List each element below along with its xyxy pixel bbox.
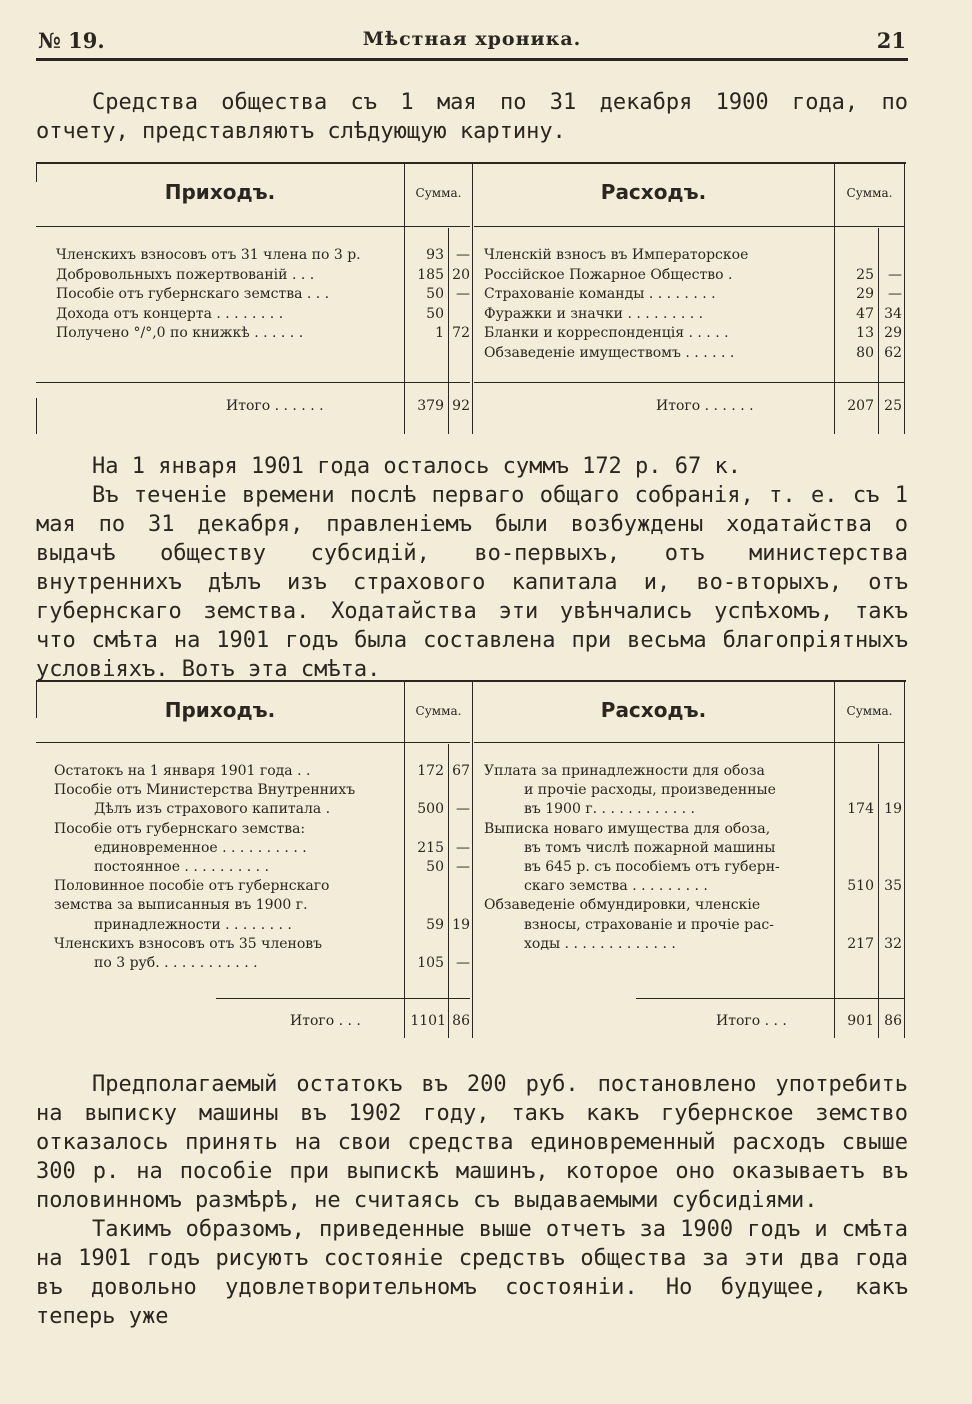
- row-kopecks: 32: [884, 935, 902, 952]
- intro-text: Средства общества съ 1 мая по 31 декабря 1900 года, по отчету, представляютъ слѣдующую картину.: [36, 90, 908, 144]
- row-kopecks: [880, 246, 902, 265]
- issue-number: № 19.: [38, 28, 105, 53]
- row-kopecks: [880, 858, 902, 877]
- row-rubles: 215: [417, 839, 444, 856]
- expense-total-label: Итого . . . . . .: [656, 398, 754, 414]
- header-rule: [36, 58, 908, 61]
- income-sum-header: Сумма.: [415, 186, 462, 200]
- row-rubles: 59: [426, 916, 444, 933]
- page-number: 21: [876, 28, 906, 53]
- row-label: принадлежности . . . . . . . .: [94, 916, 292, 933]
- row-label: Выписка новаго имущества для обоза,: [484, 820, 771, 837]
- row-kopecks: —: [888, 286, 902, 302]
- income-total-rub: 1101: [410, 1013, 446, 1029]
- row-kopecks: 19: [452, 916, 470, 933]
- row-kopecks: [880, 916, 902, 935]
- row-label: Фуражки и значки . . . . . . . . .: [484, 305, 704, 322]
- row-kopecks: [880, 762, 902, 781]
- row-kopecks: —: [456, 839, 470, 856]
- row-rubles: 25: [856, 266, 874, 283]
- running-header: [36, 28, 908, 58]
- row-label: Добровольныхъ пожертвованій . . .: [56, 266, 315, 283]
- row-label: Страхованіе команды . . . . . . . .: [484, 286, 716, 302]
- row-kopecks: 19: [884, 801, 902, 818]
- row-rubles: 217: [847, 935, 874, 952]
- row-rubles: [836, 916, 874, 935]
- row-kopecks: —: [456, 955, 470, 971]
- row-kopecks: [880, 820, 902, 839]
- row-rubles: 93: [426, 247, 444, 263]
- row-label: скаго земства . . . . . . . . .: [524, 878, 708, 895]
- row-rubles: [836, 839, 874, 858]
- row-label: Уплата за принадлежности для обоза: [484, 763, 765, 779]
- row-kopecks: 29: [884, 325, 902, 341]
- row-label: Членскій взносъ въ Императорское: [484, 247, 749, 263]
- row-kopecks: [880, 896, 902, 915]
- row-label: Бланки и корреспонденція . . . . .: [484, 325, 729, 341]
- row-label: Получено °/°,0 по книжкѣ . . . . . .: [56, 325, 304, 341]
- estimate-table-1901: [36, 680, 906, 1040]
- income-total-label: Итого . . .: [290, 1013, 361, 1029]
- row-rubles: [406, 877, 444, 896]
- row-kopecks: 67: [452, 763, 470, 779]
- row-label: Пособіе отъ Министерства Внутреннихъ: [54, 782, 356, 799]
- row-rubles: 510: [847, 878, 874, 895]
- row-label: Остатокъ на 1 января 1901 года . .: [54, 763, 311, 779]
- income-sum-header: Сумма.: [415, 704, 462, 718]
- row-kopecks: —: [456, 247, 470, 263]
- balance-line: На 1 января 1901 года осталось суммъ 172 р. 67 к.: [92, 454, 742, 479]
- expense-header: Расходъ.: [600, 180, 707, 204]
- row-kopecks: [450, 305, 470, 324]
- expense-total-kop: 25: [884, 398, 902, 414]
- row-kopecks: 62: [884, 344, 902, 361]
- closing-paragraph-2: Такимъ образомъ, приведенные выше отчетъ за 1900 годъ и смѣта на 1901 годъ рисуютъ состояніе средствъ общества за эти два года въ довольно удовлетворительномъ состояніи. Но будущее, какъ теперь уже: [36, 1217, 908, 1329]
- row-label: Пособіе отъ губернскаго земства . . .: [56, 286, 330, 302]
- row-label: Обзаведеніе обмундировки, членскіе: [484, 897, 761, 914]
- row-rubles: 50: [426, 859, 444, 875]
- closing-paragraphs: [36, 1070, 908, 1331]
- income-total-rub: 379: [417, 398, 444, 414]
- row-rubles: [406, 896, 444, 915]
- expense-total-rub: 901: [847, 1013, 874, 1029]
- closing-paragraph-1: Предполагаемый остатокъ въ 200 руб. постановлено употребить на выписку машины въ 1902 году, такъ какъ губернское земство отказалось принять на свои средства единовременный расходъ свыше 300 р. на пособіе при выпискѣ машинъ, которое оно оказываетъ въ половинномъ размѣрѣ, не считаясь съ выдаваемыми субсидіями.: [36, 1072, 908, 1213]
- row-label: ходы . . . . . . . . . . . . .: [524, 935, 676, 952]
- expense-total-rub: 207: [847, 398, 874, 414]
- row-rubles: [406, 820, 444, 839]
- row-label: по 3 руб. . . . . . . . . . . .: [94, 955, 258, 971]
- income-header: Приходъ.: [164, 698, 276, 722]
- row-label: въ томъ числѣ пожарной машины: [524, 839, 776, 856]
- row-label: Дѣлъ изъ страхового капитала .: [94, 801, 331, 818]
- table-top-rule: [36, 680, 906, 682]
- row-rubles: 500: [417, 801, 444, 818]
- row-rubles: [836, 820, 874, 839]
- row-rubles: 172: [417, 763, 444, 779]
- row-rubles: [836, 762, 874, 781]
- row-label: Членскихъ взносовъ отъ 31 члена по 3 р.: [56, 247, 361, 263]
- row-label: Обзаведеніе имуществомъ . . . . . .: [484, 344, 735, 361]
- row-kopecks: [450, 935, 470, 954]
- row-kopecks: [450, 877, 470, 896]
- row-kopecks: [450, 896, 470, 915]
- expense-sum-header: Сумма.: [846, 704, 893, 718]
- row-kopecks: 72: [452, 325, 470, 341]
- row-rubles: 50: [426, 286, 444, 302]
- row-kopecks: —: [456, 801, 470, 818]
- row-rubles: [406, 781, 444, 800]
- row-label: въ 645 р. съ пособіемъ отъ губерн-: [524, 859, 780, 875]
- row-kopecks: [880, 781, 902, 800]
- row-rubles: 105: [417, 955, 444, 971]
- row-rubles: 174: [847, 801, 874, 818]
- row-kopecks: [450, 781, 470, 800]
- income-total-kop: 86: [452, 1013, 470, 1029]
- row-rubles: 50: [426, 305, 444, 322]
- income-header: Приходъ.: [164, 180, 276, 204]
- row-label: Членскихъ взносовъ отъ 35 членовъ: [54, 935, 323, 952]
- row-label: взносы, страхованіе и прочіе рас-: [524, 916, 775, 933]
- section-title: Мѣстная хроника.: [362, 28, 582, 50]
- row-rubles: [836, 858, 874, 877]
- row-rubles: [406, 935, 444, 954]
- row-rubles: [836, 246, 874, 265]
- row-kopecks: [450, 820, 470, 839]
- row-kopecks: 20: [452, 266, 470, 283]
- row-rubles: 13: [856, 325, 874, 341]
- row-label: единовременное . . . . . . . . . .: [94, 839, 307, 856]
- row-rubles: 47: [856, 305, 874, 322]
- row-kopecks: [880, 839, 902, 858]
- row-label: постоянное . . . . . . . . . .: [94, 859, 269, 875]
- table-top-rule: [36, 162, 906, 164]
- row-rubles: 185: [417, 266, 444, 283]
- expense-total-label: Итого . . .: [716, 1013, 787, 1029]
- row-label: Россійское Пожарное Общество .: [484, 266, 733, 283]
- row-label: Половинное пособіе отъ губернскаго: [54, 878, 330, 895]
- row-kopecks: —: [456, 286, 470, 302]
- row-kopecks: —: [456, 859, 470, 875]
- income-total-label: Итого . . . . . .: [226, 398, 324, 414]
- row-label: въ 1900 г. . . . . . . . . . . .: [524, 801, 696, 818]
- row-label: Пособіе отъ губернскаго земства:: [54, 820, 306, 837]
- row-label: и прочіе расходы, произведенные: [524, 782, 776, 799]
- row-label: Дохода отъ концерта . . . . . . . .: [56, 305, 284, 322]
- row-rubles: 80: [856, 344, 874, 361]
- expense-total-kop: 86: [884, 1013, 902, 1029]
- expense-sum-header: Сумма.: [846, 186, 893, 200]
- row-kopecks: 34: [884, 305, 902, 322]
- row-rubles: [836, 781, 874, 800]
- report-table-1900: [36, 162, 906, 434]
- middle-paragraph: [36, 452, 908, 684]
- row-rubles: [836, 896, 874, 915]
- row-label: земства за выписанныя въ 1900 г.: [54, 897, 308, 914]
- row-rubles: 1: [435, 325, 444, 341]
- income-total-kop: 92: [452, 398, 470, 414]
- row-kopecks: —: [888, 266, 902, 283]
- middle-text: Въ теченіе времени послѣ перваго общаго собранія, т. е. съ 1 мая по 31 декабря, правленіемъ были возбуждены ходатайства о выдачѣ обществу субсидій, во-первыхъ, отъ министерства внутреннихъ дѣлъ изъ страхового капитала и, во-вторыхъ, отъ губернскаго земства. Ходатайства эти увѣнчались успѣхомъ, такъ что смѣта на 1901 годъ была составлена при весьма благопріятныхъ условіяхъ. Вотъ эта смѣта.: [36, 483, 908, 682]
- intro-paragraph: [36, 88, 908, 146]
- expense-header: Расходъ.: [600, 698, 707, 722]
- row-kopecks: 35: [884, 878, 902, 895]
- row-rubles: 29: [856, 286, 874, 302]
